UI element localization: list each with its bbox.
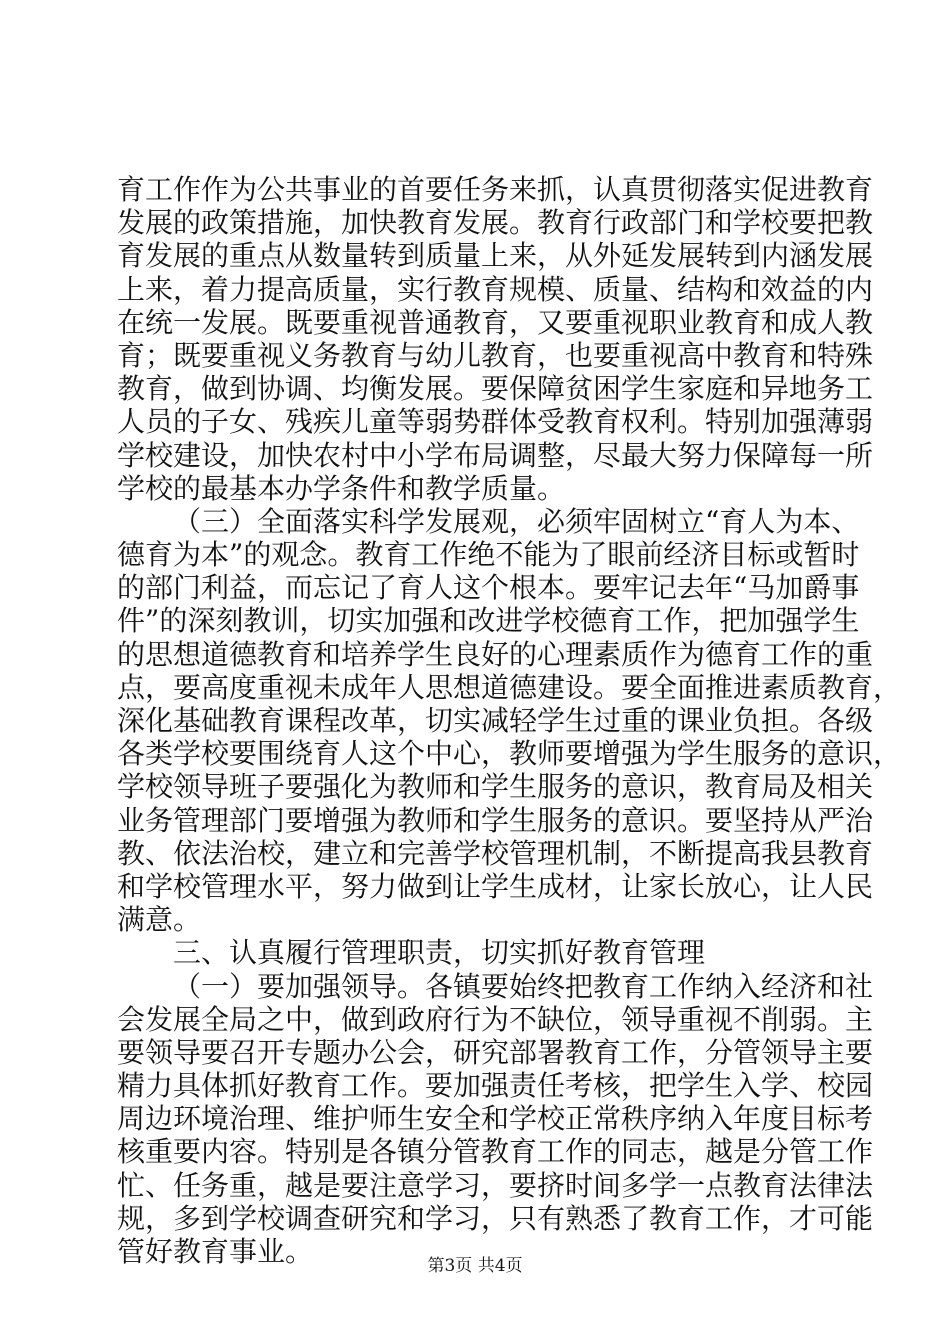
text-line: 精力具体抓好教育工作。要加强责任考核，把学生入学、校园 <box>117 1069 874 1103</box>
text-line: 育工作作为公共事业的首要任务来抓，认真贯彻落实促进教育 <box>117 173 874 206</box>
text-line: 学校建设，加快农村中小学布局调整，尽最大努力保障每一所 <box>117 438 874 472</box>
text-line: 深化基础教育课程改革，切实减轻学生过重的课业负担。各级 <box>117 704 874 737</box>
text-line: 规，多到学校调查研究和学习，只有熟悉了教育工作，才可能 <box>117 1201 874 1235</box>
text-line: 在统一发展。既要重视普通教育，又要重视职业教育和成人教 <box>117 305 874 339</box>
text-line: 业务管理部门要增强为教师和学生服务的意识。要坚持从严治 <box>117 803 874 837</box>
text-line: 点，要高度重视未成年人思想道德建设。要全面推进素质教育， <box>117 670 902 704</box>
text-line: 上来，着力提高质量，实行教育规模、质量、结构和效益的内 <box>117 272 874 306</box>
text-line: 学校领导班子要强化为教师和学生服务的意识，教育局及相关 <box>117 770 874 804</box>
text-line: 忙、任务重，越是要注意学习，要挤时间多学一点教育法律法 <box>117 1168 874 1202</box>
text-line: 德育为本”的观念。教育工作绝不能为了眼前经济目标或暂时 <box>117 538 860 572</box>
text-line: 人员的子女、残疾儿童等弱势群体受教育权利。特别加强薄弱 <box>117 405 874 439</box>
text-line: 育发展的重点从数量转到质量上来，从外延发展转到内涵发展 <box>117 239 874 273</box>
document-body <box>117 173 902 1268</box>
text-line: 满意。 <box>117 903 202 937</box>
text-line: 教育，做到协调、均衡发展。要保障贫困学生家庭和异地务工 <box>117 372 874 406</box>
text-line: 和学校管理水平，努力做到让学生成材，让家长放心，让人民 <box>117 869 874 903</box>
text-line: 会发展全局之中，做到政府行为不缺位，领导重视不削弱。主 <box>117 1002 874 1036</box>
text-line: 核重要内容。特别是各镇分管教育工作的同志，越是分管工作 <box>117 1135 874 1169</box>
text-line: 的部门利益，而忘记了育人这个根本。要牢记去年“马加爵事 <box>117 571 860 605</box>
text-line: 的思想道德教育和培养学生良好的心理素质作为德育工作的重 <box>117 637 874 671</box>
text-line: （一）要加强领导。各镇要始终把教育工作纳入经济和社 <box>173 969 874 1003</box>
text-line: 三、认真履行管理职责，切实抓好教育管理 <box>173 936 706 970</box>
text-line: 育；既要重视义务教育与幼儿教育，也要重视高中教育和特殊 <box>117 338 874 372</box>
text-line: 教、依法治校，建立和完善学校管理机制，不断提高我县教育 <box>117 836 874 870</box>
text-line: 周边环境治理、维护师生安全和学校正常秩序纳入年度目标考 <box>117 1102 874 1136</box>
page-footer: 第3页 共4页 <box>427 1256 523 1276</box>
text-line: 要领导要召开专题办公会，研究部署教育工作，分管领导主要 <box>117 1035 874 1069</box>
text-line: 管好教育事业。 <box>117 1235 314 1268</box>
text-line: 各类学校要围绕育人这个中心，教师要增强为学生服务的意识， <box>117 737 902 771</box>
text-line: （三）全面落实科学发展观，必须牢固树立“育人为本、 <box>173 504 860 538</box>
text-line: 件”的深刻教训，切实加强和改进学校德育工作，把加强学生 <box>117 604 860 638</box>
text-line: 发展的政策措施，加快教育发展。教育行政部门和学校要把教 <box>117 206 874 240</box>
text-line: 学校的最基本办学条件和教学质量。 <box>117 471 566 505</box>
